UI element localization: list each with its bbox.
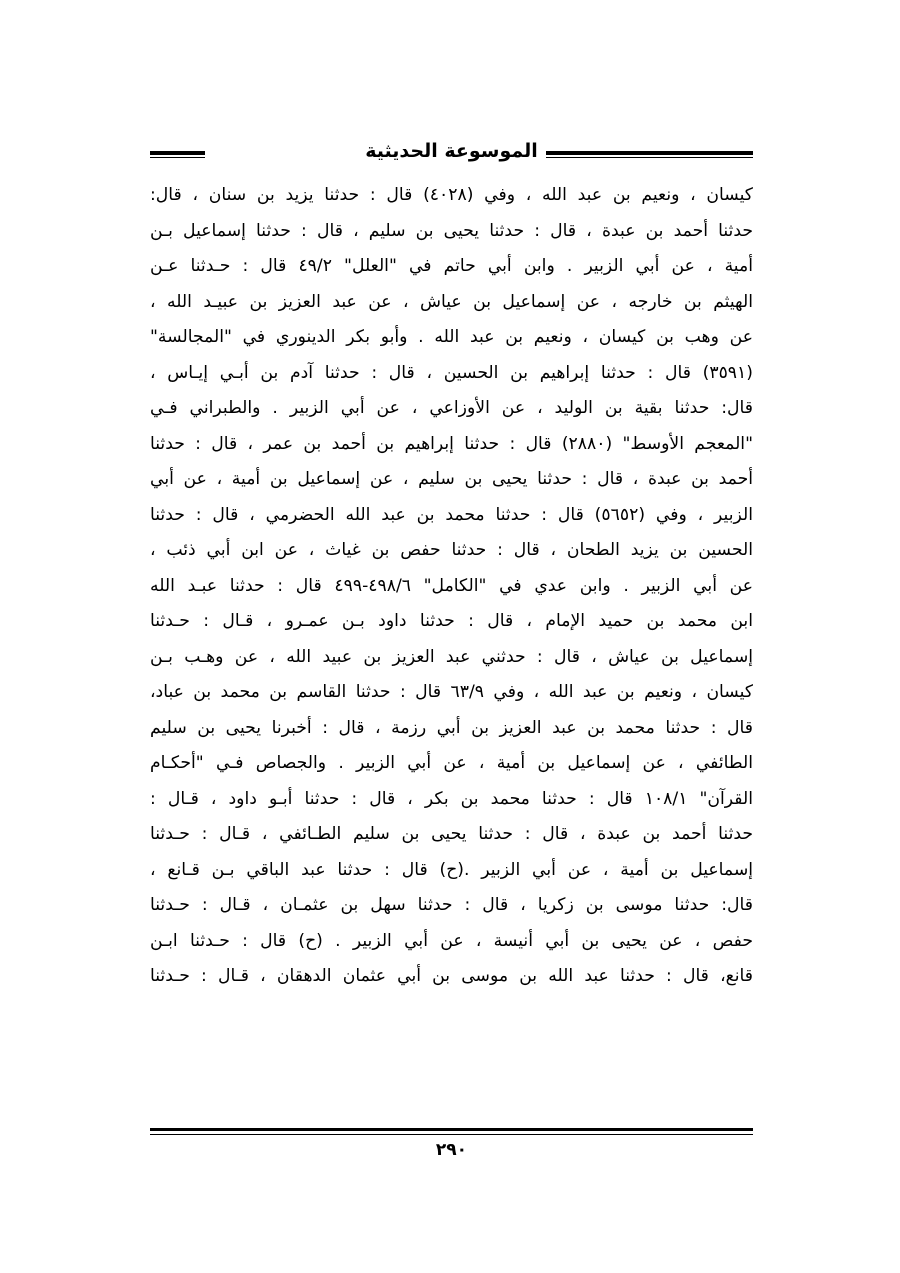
text-line: قال : حدثنا محمد بن عبد العزيز بن أبي رزمة ، قال : أخبرنا يحيى بن سليم (150, 717, 753, 738)
text-line: كيسان ، ونعيم بن عبد الله ، وفي ٦٣/٩ قال : حدثنا القاسم بن محمد بن عباد، (150, 682, 753, 702)
text-line: حدثنا أحمد بن عبدة ، قال : حدثنا يحيى بن سليم الطـائفي ، قـال : حـدثنا (150, 824, 753, 844)
text-line: الحسين بن يزيد الطحان ، قال : حدثنا حفص بن غياث ، عن ابن أبي ذئب ، (150, 540, 753, 560)
body-text (150, 178, 753, 995)
text-line: إسماعيل بن عياش ، قال : حدثني عبد العزيز بن عبيد الله ، عن وهـب بـن (150, 646, 753, 667)
text-line: حفص ، عن يحيى بن أبي أنيسة ، عن أبي الزبير . (ح) قال : حـدثنا ابـن (150, 930, 753, 951)
text-line: عن أبي الزبير . وابن عدي في "الكامل" ٤٩٨/٦-٤٩٩ قال : حدثنا عبـد الله (150, 575, 753, 596)
text-line: "المعجم الأوسط" (٢٨٨٠) قال : حدثنا إبراهيم بن أحمد بن عمر ، قال : حدثنا (150, 433, 753, 454)
text-line: الهيثم بن خارجه ، عن إسماعيل بن عياش ، عن عبد العزيز بن عبيـد الله ، (150, 291, 753, 312)
header-title-wrap (150, 140, 753, 162)
text-line: أمية ، عن أبي الزبير . وابن أبي حاتم في "العلل" ٤٩/٢ قال : حـدثنا عـن (150, 256, 753, 276)
text-line: أحمد بن عبدة ، قال : حدثنا يحيى بن سليم ، عن إسماعيل بن أمية ، عن أبي (150, 469, 753, 489)
text-line: عن وهب بن كيسان ، ونعيم بن عبد الله . وأبو بكر الدينوري في "المجالسة" (150, 327, 753, 347)
text-line: الزبير ، وفي (٥٦٥٢) قال : حدثنا محمد بن عبد الله الحضرمي ، قال : حدثنا (150, 504, 753, 525)
text-line: إسماعيل بن أمية ، عن أبي الزبير .(ح) قال : حدثنا عبد الباقي بـن قـانع ، (150, 859, 753, 880)
text-line: ابن محمد بن حميد الإمام ، قال : حدثنا داود بـن عمـرو ، قـال : حـدثنا (150, 611, 753, 631)
text-line: حدثنا أحمد بن عبدة ، قال : حدثنا يحيى بن سليم ، قال : حدثنا إسماعيل بـن (150, 220, 753, 241)
footer-rule-heavy (150, 1128, 753, 1131)
text-line: (٣٥٩١) قال : حدثنا إبراهيم بن الحسين ، قال : حدثنا آدم بن أبـي إيـاس ، (150, 362, 753, 383)
running-header (150, 138, 753, 172)
text-line: قال: حدثنا موسى بن زكريا ، قال : حدثنا سهل بن عثمـان ، قـال : حـدثنا (150, 895, 753, 915)
text-line: قال: حدثنا بقية بن الوليد ، عن الأوزاعي ، عن أبي الزبير . والطبراني فـي (150, 398, 753, 418)
header-title: الموسوعة الحديثية (357, 140, 546, 162)
text-line: القرآن" ١٠٨/١ قال : حدثنا محمد بن بكر ، قال : حدثنا أبـو داود ، قـال : (150, 788, 753, 809)
text-line: كيسان ، ونعيم بن عبد الله ، وفي (٤٠٢٨) قال : حدثنا يزيد بن سنان ، قال: (150, 185, 753, 205)
text-line: قانع، قال : حدثنا عبد الله بن موسى بن أبي عثمان الدهقان ، قـال : حـدثنا (150, 966, 753, 986)
text-line: الطائفي ، عن إسماعيل بن أمية ، عن أبي الزبير . والجصاص فـي "أحكـام (150, 753, 753, 773)
footer-rule-thin (150, 1134, 753, 1135)
page-number: ٢٩٠ (435, 1140, 468, 1160)
